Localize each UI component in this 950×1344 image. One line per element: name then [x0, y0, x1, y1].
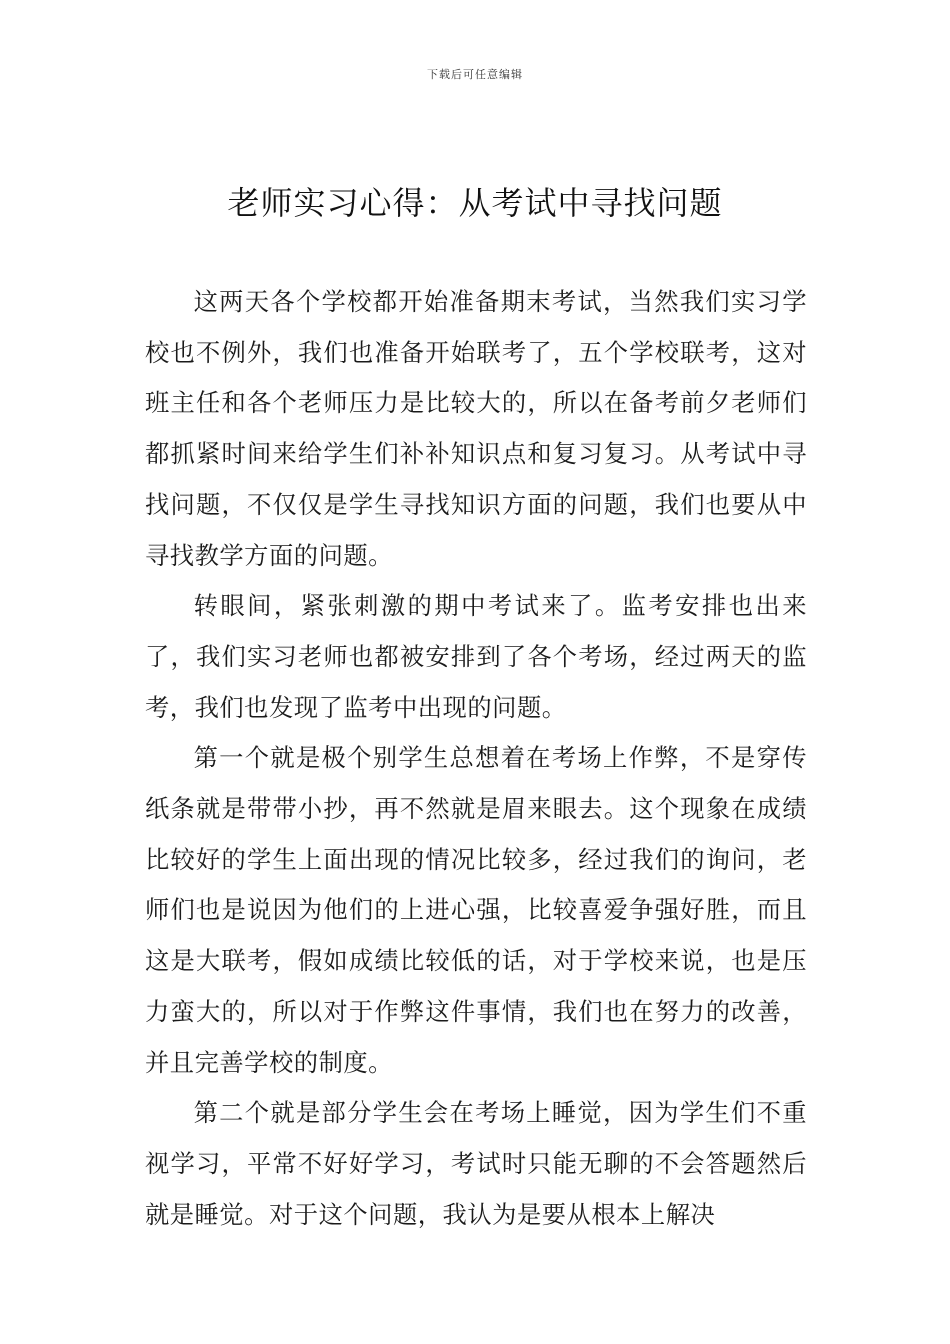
- paragraph-4: 第二个就是部分学生会在考场上睡觉，因为学生们不重视学习，平常不好好学习，考试时只能无聊的不会答题然后就是睡觉。对于这个问题，我认为是要从根本上解决: [145, 1098, 807, 1229]
- document-title: 老师实习心得：从考试中寻找问题: [227, 184, 723, 222]
- paragraph-1: 这两天各个学校都开始准备期末考试，当然我们实习学校也不例外，我们也准备开始联考了，五个学校联考，这对班主任和各个老师压力是比较大的，所以在备考前夕老师们都抓紧时间来给学生们补补知识点和复习复习。从考试中寻找问题，不仅仅是学生寻找知识方面的问题，我们也要从中寻找教学方面的问题。: [145, 287, 807, 570]
- header-note: 下载后可任意编辑: [427, 68, 523, 81]
- paragraph-2: 转眼间，紧张刺激的期中考试来了。监考安排也出来了，我们实习老师也都被安排到了各个考场，经过两天的监考，我们也发现了监考中出现的问题。: [145, 591, 807, 722]
- paragraph-3: 第一个就是极个别学生总想着在考场上作弊，不是穿传纸条就是带带小抄，再不然就是眉来眼去。这个现象在成绩比较好的学生上面出现的情况比较多，经过我们的询问，老师们也是说因为他们的上进心强，比较喜爱争强好胜，而且这是大联考，假如成绩比较低的话，对于学校来说，也是压力蛮大的，所以对于作弊这件事情，我们也在努力的改善，并且完善学校的制度。: [145, 743, 807, 1077]
- document-body: [145, 277, 807, 1240]
